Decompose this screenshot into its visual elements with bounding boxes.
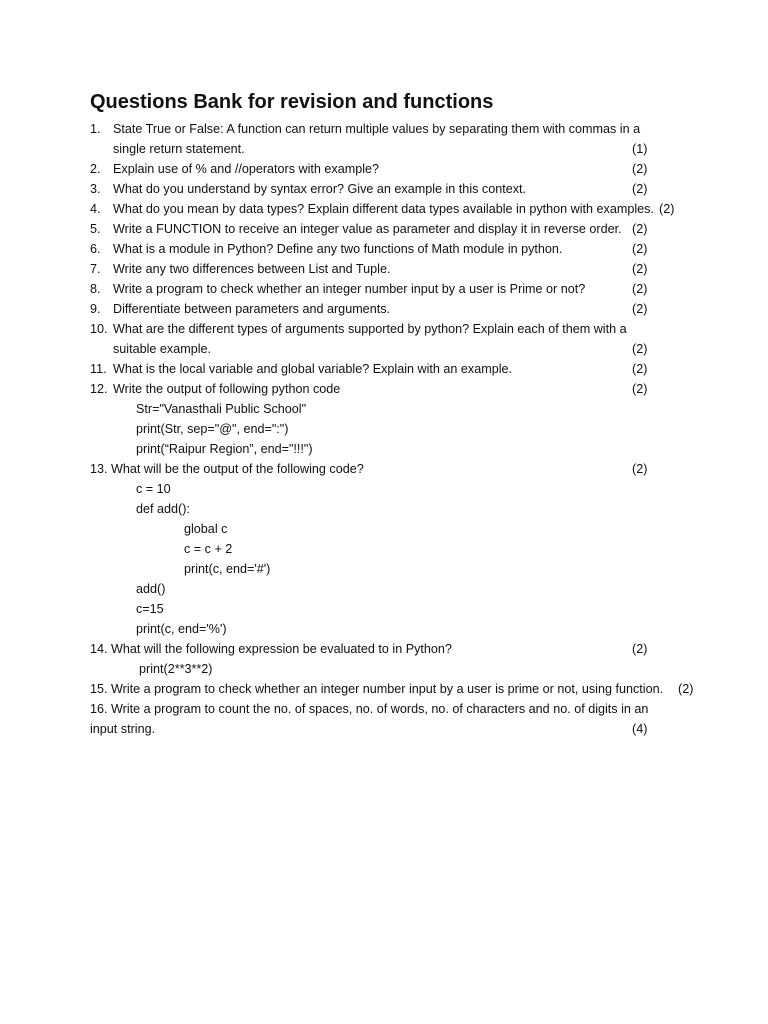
code-line: c=15 — [136, 602, 164, 616]
question-number: 2. — [90, 162, 101, 176]
question-marks: (2) — [632, 342, 648, 356]
code-line: c = 10 — [136, 482, 171, 496]
question-16-continued — [0, 719, 768, 739]
question-number: 1. — [90, 122, 101, 136]
question-text: Write a FUNCTION to receive an integer value as parameter and display it in reverse order. — [113, 222, 622, 236]
code-line: add() — [136, 582, 166, 596]
question-marks: (2) — [632, 382, 648, 396]
question-text: What is the local variable and global variable? Explain with an example. — [113, 362, 513, 376]
question-number: 10. — [90, 322, 108, 336]
question-text: 16. Write a program to count the no. of spaces, no. of words, no. of characters and no. of digits in an — [90, 702, 649, 716]
question-marks: (1) — [632, 142, 648, 156]
question-marks: (2) — [632, 242, 648, 256]
question-number: 7. — [90, 262, 101, 276]
question-marks: (2) — [659, 202, 675, 216]
question-marks: (2) — [632, 222, 648, 236]
question-15 — [0, 679, 768, 699]
question-9 — [0, 299, 768, 319]
question-text: What do you understand by syntax error? Give an example in this context. — [113, 182, 527, 196]
question-text: 13. What will be the output of the following code? — [90, 462, 364, 476]
question-number: 4. — [90, 202, 101, 216]
question-4 — [0, 199, 768, 219]
question-marks: (2) — [632, 302, 648, 316]
question-text: Write a program to check whether an integer number input by a user is Prime or not? — [113, 282, 586, 296]
code-line: global c — [184, 522, 228, 536]
question-14 — [0, 639, 768, 659]
question-12 — [0, 379, 768, 399]
question-text: Write the output of following python code — [113, 382, 341, 396]
question-16 — [0, 699, 768, 719]
question-text: Explain use of % and //operators with example? — [113, 162, 380, 176]
question-text: State True or False: A function can return multiple values by separating them with commas in a — [113, 122, 641, 136]
question-11 — [0, 359, 768, 379]
question-3 — [0, 179, 768, 199]
question-text: What do you mean by data types? Explain different data types available in python with examples. — [113, 202, 654, 216]
question-2 — [0, 159, 768, 179]
code-line: Str="Vanasthali Public School" — [136, 402, 307, 416]
code-line: c = c + 2 — [184, 542, 233, 556]
question-text: What are the different types of arguments supported by python? Explain each of them with a — [113, 322, 627, 336]
question-marks: (2) — [632, 362, 648, 376]
page-title: Questions Bank for revision and functions — [90, 91, 494, 113]
question-text: 14. What will the following expression be evaluated to in Python? — [90, 642, 452, 656]
question-7 — [0, 259, 768, 279]
code-line: print(“Raipur Region”, end="!!!") — [136, 442, 313, 456]
question-1 — [0, 119, 768, 139]
question-marks: (4) — [632, 722, 648, 736]
question-number: 8. — [90, 282, 101, 296]
question-10 — [0, 319, 768, 339]
question-marks: (2) — [632, 282, 648, 296]
question-5 — [0, 219, 768, 239]
question-text: Write any two differences between List and Tuple. — [113, 262, 391, 276]
question-6 — [0, 239, 768, 259]
question-13 — [0, 459, 768, 479]
code-line: print(Str, sep="@", end=":") — [136, 422, 289, 436]
question-text: input string. — [90, 722, 156, 736]
question-number: 12. — [90, 382, 108, 396]
question-text: Differentiate between parameters and arguments. — [113, 302, 390, 316]
question-number: 5. — [90, 222, 101, 236]
code-line: def add(): — [136, 502, 190, 516]
question-marks: (2) — [632, 182, 648, 196]
question-number: 9. — [90, 302, 101, 316]
question-number: 11. — [90, 362, 107, 376]
question-marks: (2) — [632, 642, 648, 656]
code-line: print(c, end='#') — [184, 562, 271, 576]
code-line: print(c, end='%') — [136, 622, 227, 636]
question-marks: (2) — [678, 682, 694, 696]
question-number: 3. — [90, 182, 101, 196]
question-8 — [0, 279, 768, 299]
question-number: 6. — [90, 242, 101, 256]
question-text: What is a module in Python? Define any two functions of Math module in python. — [113, 242, 563, 256]
code-line: print(2**3**2) — [139, 662, 213, 676]
question-text: 15. Write a program to check whether an integer number input by a user is prime or not, using function. — [90, 682, 664, 696]
question-marks: (2) — [632, 462, 648, 476]
question-1-continued — [0, 139, 768, 159]
question-text: single return statement. — [113, 142, 245, 156]
question-10-continued — [0, 339, 768, 359]
question-marks: (2) — [632, 162, 648, 176]
question-text: suitable example. — [113, 342, 212, 356]
question-marks: (2) — [632, 262, 648, 276]
